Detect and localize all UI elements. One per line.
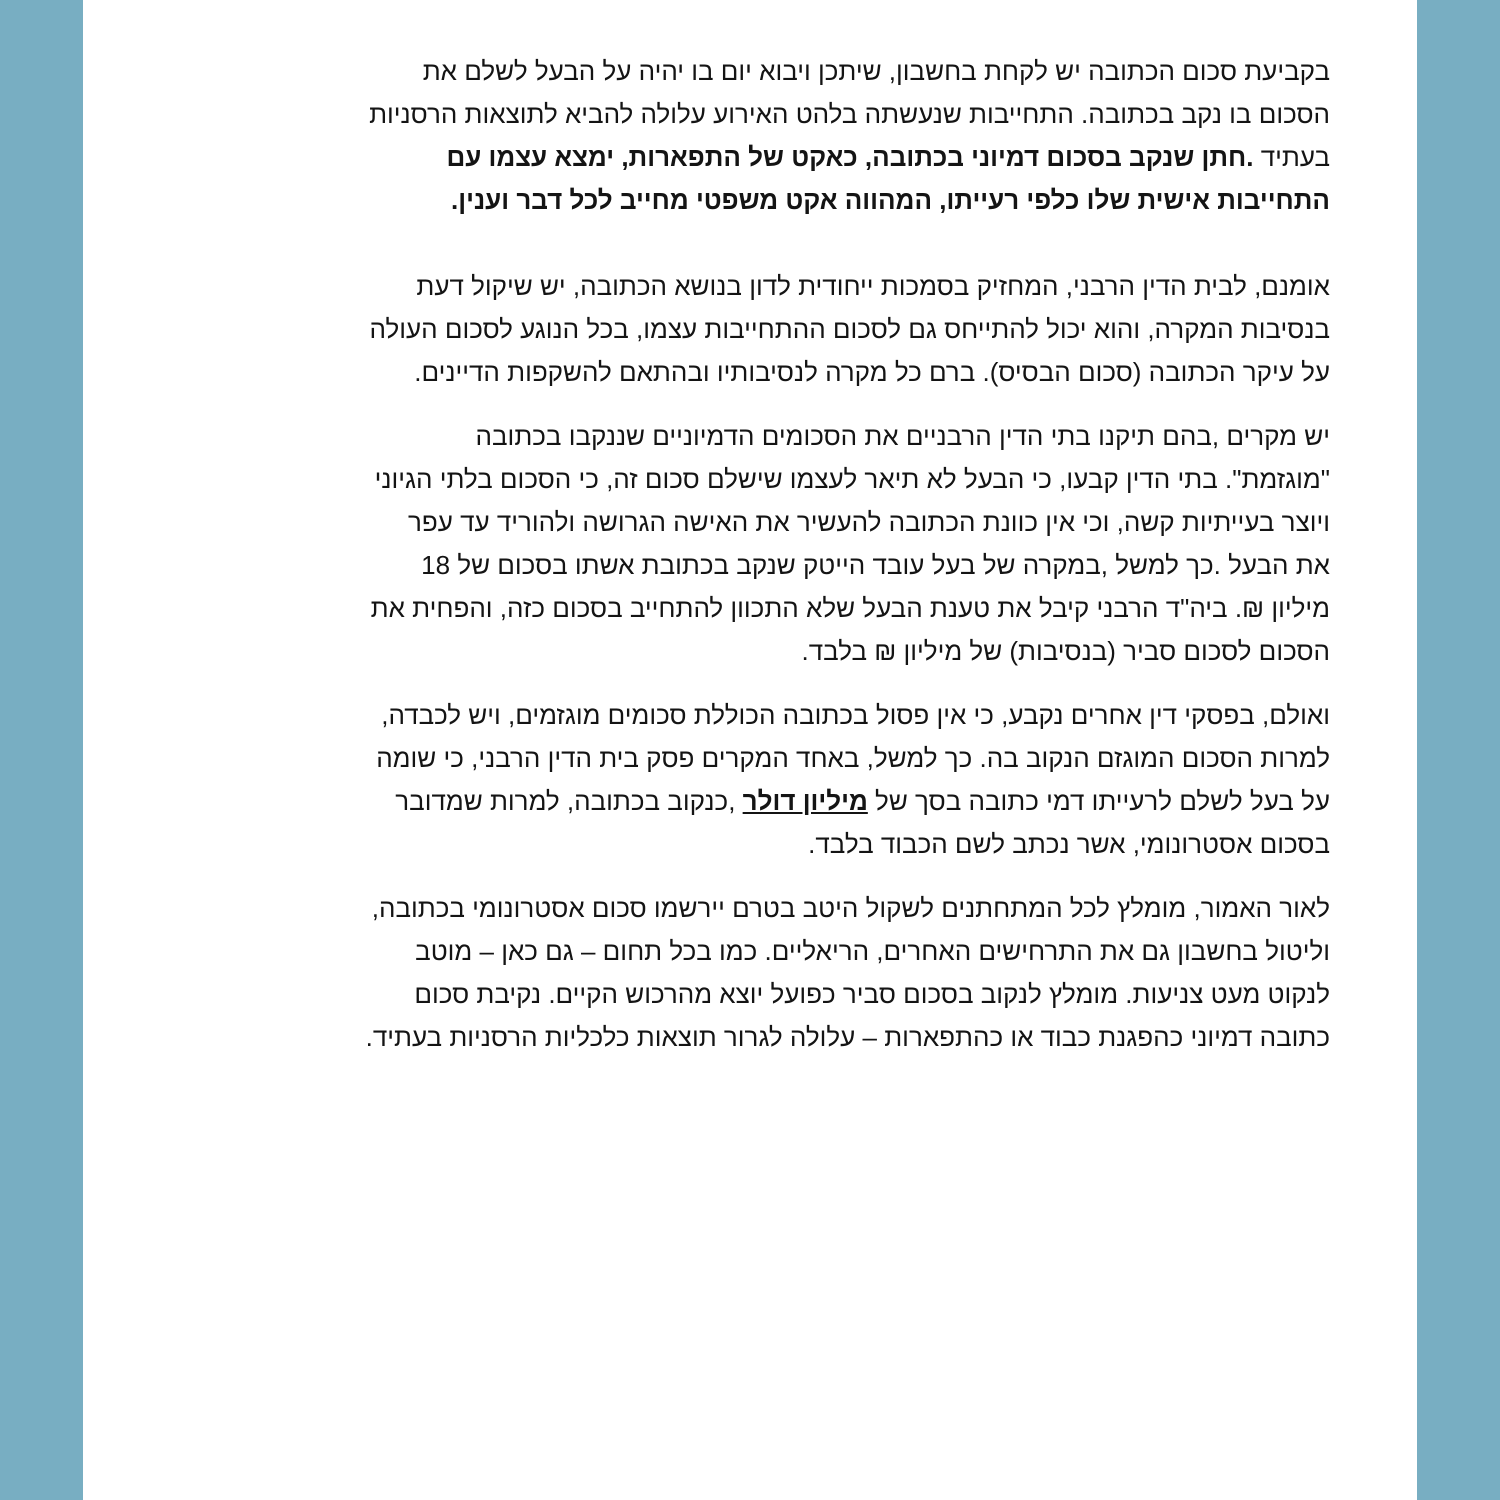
bold-text-run: התחייבות אישית שלו כלפי רעייתו, המהווה אקט משפטי מחייב לכל דבר וענין.: [451, 185, 1330, 215]
text-line: למרות הסכום המוגזם הנקוב בה. כך למשל, באחד המקרים פסק בית הדין הרבני, כי שומה: [376, 743, 1330, 773]
paragraph-exaggerated-cases: [180, 415, 1330, 673]
text-line: כתובה דמיוני כהפגנת כבוד או כהתפארות – עלולה לגרור תוצאות כלכליות הרסניות בעתיד.: [365, 1022, 1330, 1052]
underlined-bold-text: מיליון דולר: [742, 786, 868, 816]
paragraph-other-rulings: [180, 694, 1330, 866]
text-run: ,כנקוב בכתובה, למרות שמדובר: [395, 786, 743, 816]
text-line: ויוצר בעייתיות קשה, וכי אין כוונת הכתובה להעשיר את האישה הגרושה ולהוריד עד עפר: [407, 507, 1330, 537]
text-line: ואולם, בפסקי דין אחרים נקבע, כי אין פסול בכתובה הכוללת סכומים מוגזמים, ויש לכבדה,: [381, 700, 1330, 730]
article-text: [180, 50, 1330, 1059]
text-line: בסכום אסטרונומי, אשר נכתב לשם הכבוד בלבד.: [808, 829, 1330, 859]
text-line: מיליון ₪. ביה"ד הרבני קיבל את טענת הבעל שלא התכוון להתחייב בסכום כזה, והפחית את: [370, 593, 1330, 623]
text-line: בקביעת סכום הכתובה יש לקחת בחשבון, שיתכן ויבוא יום בו יהיה על הבעל לשלם את: [422, 56, 1330, 86]
text-line: יש מקרים ,בהם תיקנו בתי הדין הרבניים את הסכומים הדמיוניים שננקבו בכתובה: [475, 421, 1330, 451]
text-line: הסכום לסכום סביר (בנסיבות) של מיליון ₪ בלבד.: [801, 636, 1330, 666]
paragraph-rabbinical-court: [180, 265, 1330, 394]
text-line: [180, 136, 1330, 179]
text-line: על עיקר הכתובה (סכום הבסיס). ברם כל מקרה לנסיבותיו ובהתאם להשקפות הדיינים.: [414, 357, 1330, 387]
text-line: [180, 179, 1330, 222]
text-line: וליטול בחשבון גם את התרחישים האחרים, הריאליים. כמו בכל תחום – גם כאן – מוטב: [415, 936, 1330, 966]
text-line: לאור האמור, מומלץ לכל המתחתנים לשקול היטב בטרם יירשמו סכום אסטרונומי בכתובה,: [371, 893, 1330, 923]
paragraph-recommendation: [180, 887, 1330, 1059]
bold-text-run: .חתן שנקב בסכום דמיוני בכתובה, כאקט של התפארות, ימצא עצמו עם: [446, 142, 1254, 172]
text-line: בנסיבות המקרה, והוא יכול להתייחס גם לסכום ההתחייבות עצמו, בכל הנוגע לסכום העולה: [369, 314, 1330, 344]
text-line: אומנם, לבית הדין הרבני, המחזיק בסמכות ייחודית לדון בנושא הכתובה, יש שיקול דעת: [416, 271, 1330, 301]
text-line: "מוגזמת". בתי הדין קבעו, כי הבעל לא תיאר לעצמו שישלם סכום זה, כי הסכום בלתי הגיוני: [374, 464, 1330, 494]
text-run: על בעל לשלם לרעייתו דמי כתובה בסך של: [867, 786, 1330, 816]
text-line: לנקוט מעט צניעות. מומלץ לנקוב בסכום סביר כפועל יוצא מהרכוש הקיים. נקיבת סכום: [414, 979, 1330, 1009]
text-run: בעתיד: [1253, 142, 1330, 172]
text-line: את הבעל .כך למשל ,במקרה של בעל עובד הייטק שנקב בכתובת אשתו בסכום של 18: [421, 550, 1330, 580]
text-line: הסכום בו נקב בכתובה. התחייבות שנעשתה בלהט האירוע עלולה להביא לתוצאות הרסניות: [369, 99, 1330, 129]
text-line: [180, 780, 1330, 823]
paragraph-ketubah-amount: [180, 50, 1330, 222]
